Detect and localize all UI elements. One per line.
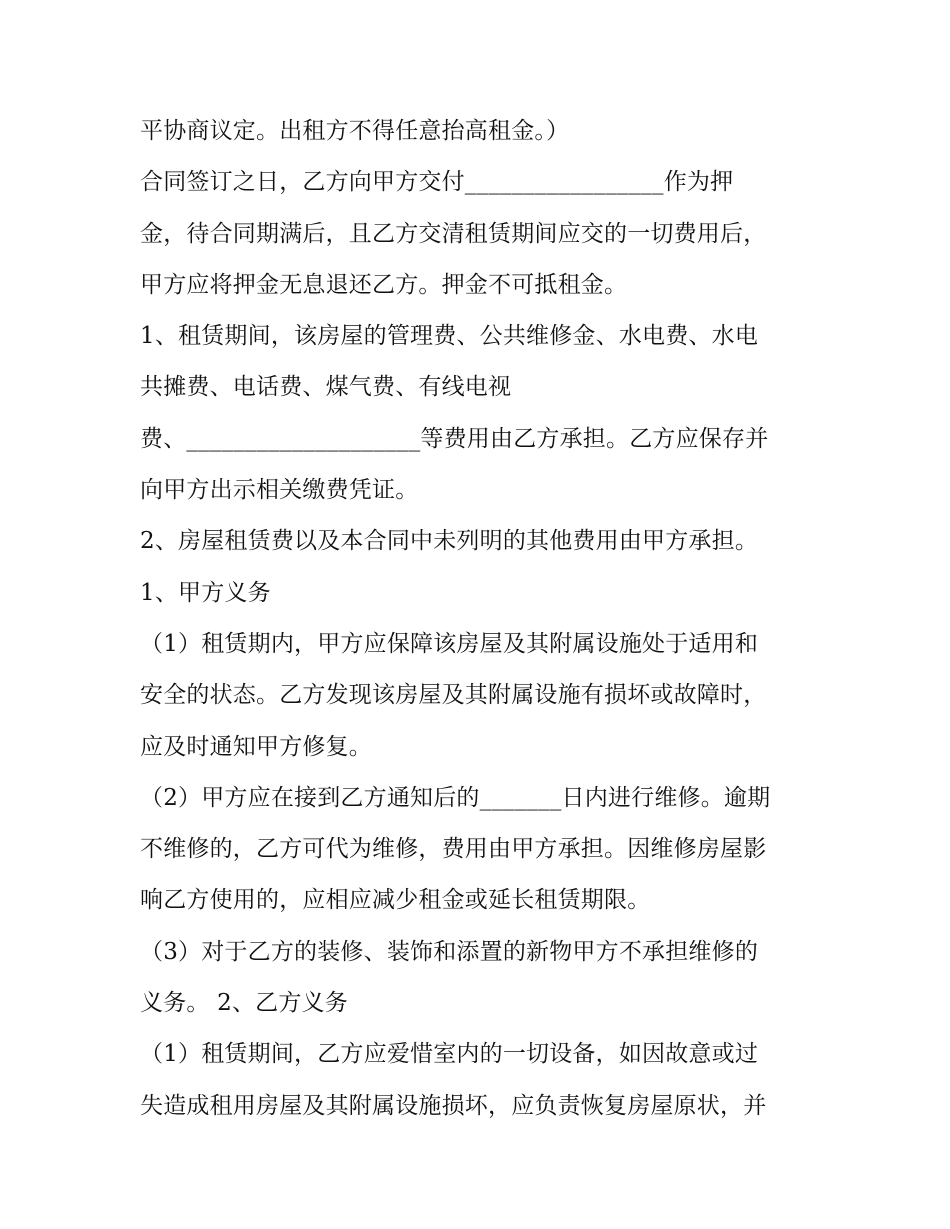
text-line-1: 平协商议定。出租方不得任意抬高租金。） xyxy=(140,118,570,144)
text-line-12: 安全的状态。乙方发现该房屋及其附属设施有损坏或故障时， xyxy=(140,682,767,709)
text-line-20: 失造成租用房屋及其附属设施损坏，应负责恢复房屋原状，并 xyxy=(140,1092,767,1119)
text-line-17: （3）对于乙方的装修、装饰和添置的新物甲方不承担维修的 xyxy=(140,938,759,965)
text-line-9: 2、房屋租赁费以及本合同中未列明的其他费用由甲方承担。 xyxy=(140,528,759,555)
text-line-11: （1）租赁期内，甲方应保障该房屋及其附属设施处于适用和 xyxy=(140,630,759,657)
text-line-19: （1）租赁期间，乙方应爱惜室内的一切设备，如因故意或过 xyxy=(140,1041,759,1068)
text-line-5: 1、租赁期间，该房屋的管理费、公共维修金、水电费、水电 xyxy=(140,323,759,350)
text-line-2: 合同签订之日，乙方向甲方交付_________________作为押 xyxy=(140,169,734,196)
text-line-6: 共摊费、电话费、煤气费、有线电视 xyxy=(140,374,512,401)
text-line-15: 不维修的，乙方可代为维修，费用由甲方承担。因维修房屋影 xyxy=(140,836,767,863)
contract-text xyxy=(140,106,820,1132)
text-line-14: （2）甲方应在接到乙方通知后的_______日内进行维修。逾期 xyxy=(140,784,771,811)
text-line-7: 费、____________________等费用由乙方承担。乙方应保存并 xyxy=(140,425,769,452)
text-line-18: 义务。 2、乙方义务 xyxy=(140,990,348,1017)
text-line-10: 1、甲方义务 xyxy=(140,579,271,606)
text-line-16: 响乙方使用的，应相应减少租金或延长租赁期限。 xyxy=(140,887,651,914)
text-line-13: 应及时通知甲方修复。 xyxy=(140,733,372,760)
text-line-4: 甲方应将押金无息退还乙方。押金不可抵租金。 xyxy=(140,271,628,298)
text-line-8: 向甲方出示相关缴费凭证。 xyxy=(140,477,419,504)
text-line-3: 金，待合同期满后，且乙方交清租赁期间应交的一切费用后， xyxy=(140,220,767,247)
